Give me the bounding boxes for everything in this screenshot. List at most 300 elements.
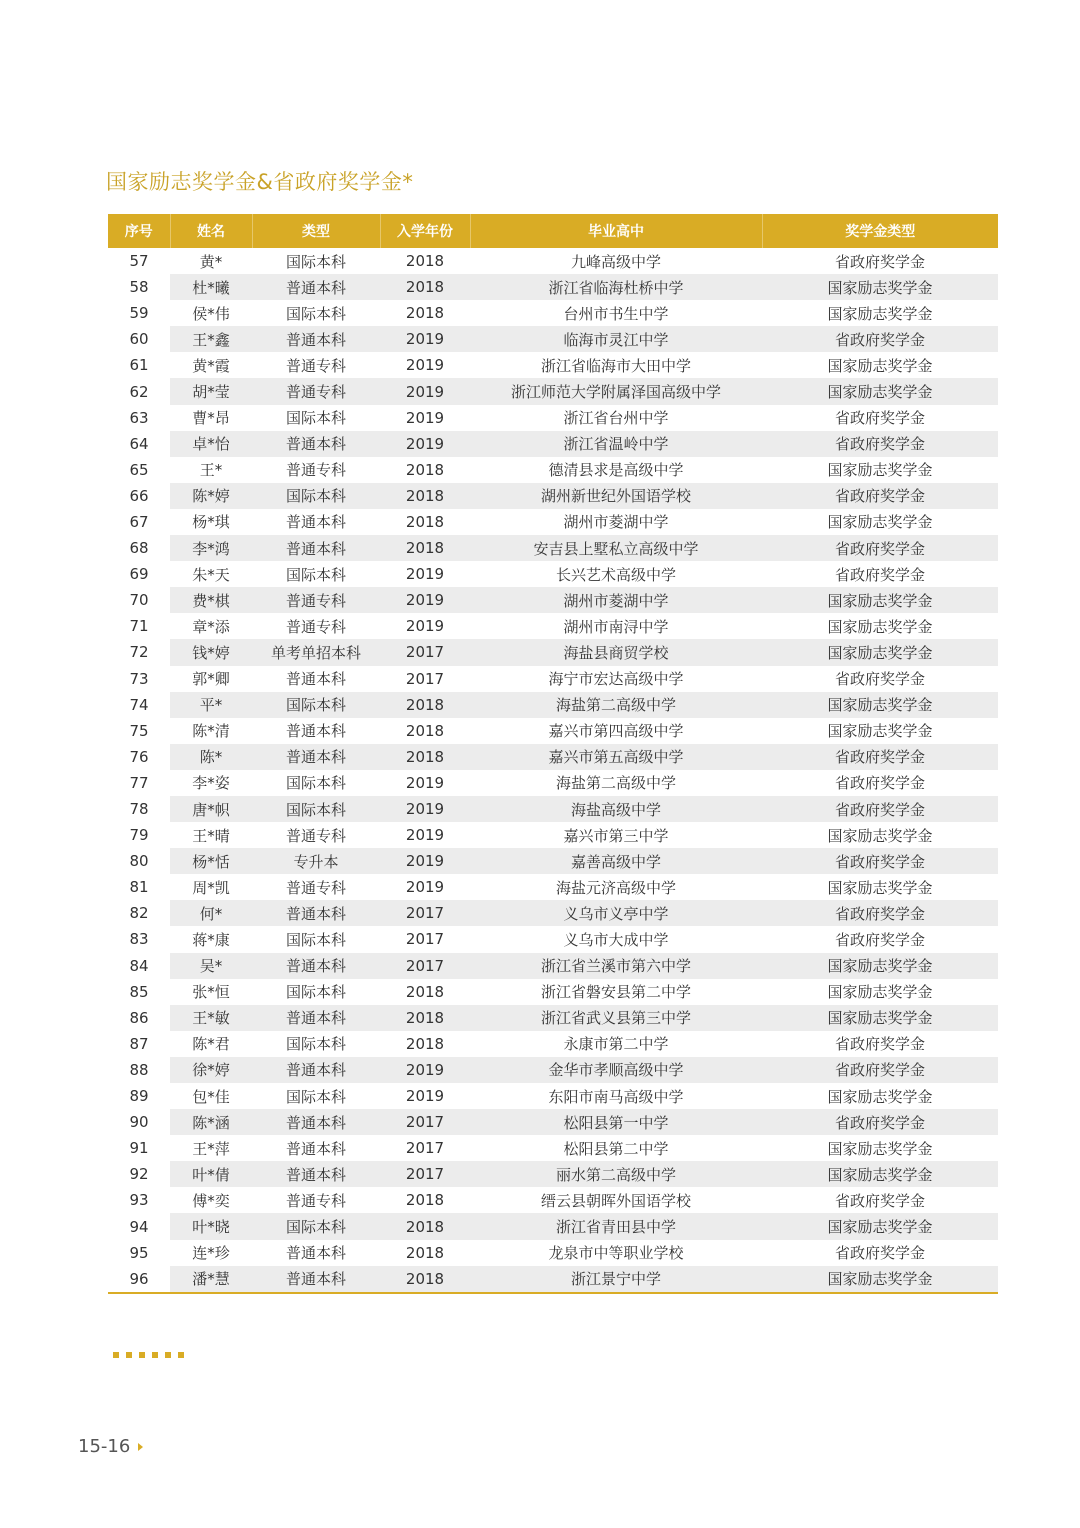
cell-name: 王*敏 — [170, 1005, 252, 1031]
cell-year: 2018 — [405, 1034, 445, 1053]
cell-school: 安吉县上墅私立高级中学 — [470, 535, 762, 561]
cell-type: 普通本科 — [252, 953, 380, 979]
cell-type: 国际本科 — [285, 983, 346, 1002]
cell-scholarship: 省政府奖学金 — [762, 431, 998, 457]
table-row — [108, 1266, 998, 1293]
cell-year: 2018 — [380, 535, 470, 561]
cell-year: 2018 — [380, 1213, 470, 1239]
cell-scholarship: 国家励志奖学金 — [827, 722, 933, 741]
cell-type: 普通本科 — [252, 326, 380, 352]
column-header-school: 毕业高中 — [470, 214, 762, 248]
cell-name: 陈*涵 — [170, 1109, 252, 1135]
cell-type: 普通专科 — [252, 378, 380, 404]
cell-scholarship: 国家励志奖学金 — [762, 378, 998, 404]
cell-type: 单考单招本科 — [252, 639, 380, 665]
cell-school: 东阳市南马高级中学 — [548, 1087, 684, 1106]
cell-name: 李*鸿 — [170, 535, 252, 561]
cell-scholarship: 省政府奖学金 — [834, 409, 925, 428]
cell-name: 何* — [170, 900, 252, 926]
cell-type: 普通专科 — [285, 1191, 346, 1210]
cell-name: 李*姿 — [192, 774, 230, 793]
cell-year: 2017 — [405, 669, 445, 688]
cell-index: 82 — [108, 900, 170, 926]
scholarship-table — [108, 214, 998, 1294]
dot — [126, 1352, 132, 1358]
cell-year: 2018 — [380, 1005, 470, 1031]
cell-type: 普通专科 — [252, 587, 380, 613]
dot — [152, 1352, 158, 1358]
cell-index: 95 — [108, 1240, 170, 1266]
dot — [139, 1352, 145, 1358]
cell-year: 2018 — [380, 1266, 470, 1293]
cell-type: 国际本科 — [252, 692, 380, 718]
cell-year: 2018 — [405, 460, 445, 479]
cell-name: 陈*君 — [192, 1035, 230, 1054]
cell-year: 2018 — [380, 274, 470, 300]
cell-scholarship: 省政府奖学金 — [762, 900, 998, 926]
cell-type: 普通本科 — [252, 1161, 380, 1187]
cell-index: 93 — [108, 1187, 170, 1213]
cell-scholarship: 国家励志奖学金 — [827, 1139, 933, 1158]
cell-year: 2019 — [380, 431, 470, 457]
cell-school: 浙江师范大学附属泽国高级中学 — [470, 378, 762, 404]
cell-type: 普通本科 — [252, 431, 380, 457]
cell-name: 叶*倩 — [170, 1161, 252, 1187]
cell-type: 国际本科 — [285, 1035, 346, 1054]
table-row — [108, 248, 998, 274]
cell-index: 65 — [108, 457, 170, 483]
cell-school: 海宁市宏达高级中学 — [548, 670, 684, 689]
cell-scholarship: 省政府奖学金 — [834, 1191, 925, 1210]
cell-year: 2017 — [380, 639, 470, 665]
cell-name: 唐*帜 — [170, 796, 252, 822]
header-row — [108, 214, 998, 248]
table-row — [108, 300, 998, 326]
cell-index: 64 — [108, 431, 170, 457]
cell-year: 2019 — [380, 378, 470, 404]
column-header-year: 入学年份 — [380, 214, 470, 248]
cell-school: 义乌市义亭中学 — [470, 900, 762, 926]
cell-school: 九峰高级中学 — [570, 252, 661, 271]
cell-scholarship: 省政府奖学金 — [762, 483, 998, 509]
table-row — [108, 1161, 998, 1187]
cell-index: 70 — [108, 587, 170, 613]
cell-school: 海盐第二高级中学 — [470, 692, 762, 718]
table-row — [108, 457, 998, 483]
cell-year: 2017 — [405, 930, 445, 949]
cell-school: 浙江省磐安县第二中学 — [540, 983, 691, 1002]
arrow-right-icon — [138, 1443, 143, 1451]
cell-name: 钱*婷 — [170, 639, 252, 665]
cell-scholarship: 国家励志奖学金 — [827, 617, 933, 636]
cell-year: 2019 — [380, 587, 470, 613]
cell-school: 浙江省温岭中学 — [470, 431, 762, 457]
cell-scholarship: 国家励志奖学金 — [762, 639, 998, 665]
table-row — [108, 744, 998, 770]
cell-scholarship: 省政府奖学金 — [762, 1109, 998, 1135]
cell-index: 69 — [108, 561, 170, 587]
cell-name: 傅*奕 — [192, 1191, 230, 1210]
cell-type: 国际本科 — [285, 1087, 346, 1106]
cell-index: 66 — [108, 483, 170, 509]
cell-scholarship: 省政府奖学金 — [762, 1057, 998, 1083]
cell-scholarship: 国家励志奖学金 — [762, 953, 998, 979]
cell-school: 浙江景宁中学 — [470, 1266, 762, 1293]
cell-scholarship: 省政府奖学金 — [834, 774, 925, 793]
cell-type: 普通本科 — [252, 1266, 380, 1293]
cell-index: 57 — [108, 248, 170, 274]
cell-name: 叶*晓 — [170, 1213, 252, 1239]
cell-name: 黄* — [199, 252, 223, 271]
table-row — [108, 352, 998, 378]
cell-name: 周*凯 — [192, 878, 230, 897]
cell-scholarship: 国家励志奖学金 — [762, 1161, 998, 1187]
cell-year: 2018 — [380, 483, 470, 509]
table-row — [108, 483, 998, 509]
column-header-scholarship: 奖学金类型 — [762, 214, 998, 248]
cell-year: 2018 — [405, 1243, 445, 1262]
cell-school: 浙江省台州中学 — [563, 409, 669, 428]
cell-type: 普通本科 — [252, 1109, 380, 1135]
cell-index: 91 — [108, 1135, 170, 1161]
cell-school: 台州市书生中学 — [563, 304, 669, 323]
cell-school: 海盐元济高级中学 — [555, 878, 676, 897]
cell-school: 湖州市菱湖中学 — [470, 587, 762, 613]
cell-index: 87 — [108, 1031, 170, 1057]
cell-year: 2019 — [405, 565, 445, 584]
cell-year: 2018 — [380, 744, 470, 770]
cell-name: 潘*慧 — [170, 1266, 252, 1293]
table-row — [108, 1240, 998, 1266]
cell-index: 84 — [108, 953, 170, 979]
column-header-name: 姓名 — [170, 214, 252, 248]
cell-type: 普通本科 — [285, 670, 346, 689]
cell-scholarship: 国家励志奖学金 — [827, 826, 933, 845]
table-row — [108, 1031, 998, 1057]
cell-index: 68 — [108, 535, 170, 561]
cell-index: 71 — [108, 613, 170, 639]
cell-name: 包*佳 — [192, 1087, 230, 1106]
cell-school: 松阳县第二中学 — [563, 1139, 669, 1158]
cell-scholarship: 国家励志奖学金 — [762, 692, 998, 718]
cell-type: 国际本科 — [252, 483, 380, 509]
page-number-text: 15-16 — [78, 1436, 131, 1457]
cell-index: 61 — [108, 352, 170, 378]
table-row — [108, 1057, 998, 1083]
cell-type: 普通本科 — [252, 900, 380, 926]
cell-school: 嘉善高级中学 — [470, 848, 762, 874]
cell-scholarship: 省政府奖学金 — [834, 930, 925, 949]
table-body — [108, 248, 998, 1293]
cell-school: 嘉兴市第三中学 — [563, 826, 669, 845]
cell-type: 普通专科 — [285, 461, 346, 480]
cell-name: 王*萍 — [192, 1139, 230, 1158]
cell-type: 普通专科 — [285, 356, 346, 375]
cell-year: 2019 — [380, 326, 470, 352]
cell-index: 90 — [108, 1109, 170, 1135]
cell-year: 2019 — [405, 1087, 445, 1106]
cell-type: 普通本科 — [285, 1244, 346, 1263]
cell-name: 杨*恬 — [170, 848, 252, 874]
cell-school: 长兴艺术高级中学 — [555, 565, 676, 584]
cell-scholarship: 国家励志奖学金 — [827, 513, 933, 532]
cell-scholarship: 国家励志奖学金 — [762, 1213, 998, 1239]
table-row — [108, 1213, 998, 1239]
cell-type: 国际本科 — [252, 796, 380, 822]
cell-school: 浙江省兰溪市第六中学 — [470, 953, 762, 979]
cell-name: 陈*清 — [192, 722, 230, 741]
dot — [165, 1352, 171, 1358]
cell-type: 国际本科 — [285, 565, 346, 584]
cell-school: 义乌市大成中学 — [563, 930, 669, 949]
cell-type: 国际本科 — [252, 1213, 380, 1239]
cell-scholarship: 省政府奖学金 — [834, 1244, 925, 1263]
dot — [113, 1352, 119, 1358]
cell-index: 78 — [108, 796, 170, 822]
cell-name: 王*鑫 — [170, 326, 252, 352]
cell-name: 王*晴 — [192, 826, 230, 845]
cell-index: 79 — [108, 822, 170, 848]
cell-scholarship: 国家励志奖学金 — [827, 983, 933, 1002]
cell-type: 国际本科 — [285, 252, 346, 271]
cell-scholarship: 国家励志奖学金 — [762, 1005, 998, 1031]
cell-index: 67 — [108, 509, 170, 535]
decorative-dots — [113, 1352, 184, 1358]
cell-index: 89 — [108, 1083, 170, 1109]
cell-name: 胡*莹 — [170, 378, 252, 404]
cell-index: 58 — [108, 274, 170, 300]
cell-year: 2017 — [380, 953, 470, 979]
cell-index: 96 — [108, 1266, 170, 1293]
cell-school: 湖州市南浔中学 — [563, 617, 669, 636]
table-header — [108, 214, 998, 248]
cell-name: 陈* — [170, 744, 252, 770]
cell-year: 2019 — [405, 617, 445, 636]
cell-school: 丽水第二高级中学 — [470, 1161, 762, 1187]
cell-type: 普通本科 — [252, 1005, 380, 1031]
cell-scholarship: 省政府奖学金 — [834, 252, 925, 271]
cell-school: 德清县求是高级中学 — [548, 461, 684, 480]
cell-school: 金华市孝顺高级中学 — [470, 1057, 762, 1083]
cell-type: 国际本科 — [285, 409, 346, 428]
table-row — [108, 796, 998, 822]
cell-index: 62 — [108, 378, 170, 404]
cell-type: 普通本科 — [285, 722, 346, 741]
cell-school: 临海市灵江中学 — [470, 326, 762, 352]
cell-name: 陈*婷 — [170, 483, 252, 509]
cell-year: 2017 — [380, 900, 470, 926]
cell-scholarship: 省政府奖学金 — [762, 796, 998, 822]
table-row — [108, 378, 998, 404]
cell-name: 徐*婷 — [170, 1057, 252, 1083]
table-row — [108, 587, 998, 613]
cell-index: 88 — [108, 1057, 170, 1083]
cell-school: 嘉兴市第五高级中学 — [470, 744, 762, 770]
table-row — [108, 822, 998, 848]
cell-year: 2018 — [405, 512, 445, 531]
cell-type: 普通专科 — [285, 878, 346, 897]
cell-name: 黄*霞 — [192, 356, 230, 375]
cell-year: 2018 — [405, 304, 445, 323]
table-row — [108, 561, 998, 587]
cell-school: 浙江省临海杜桥中学 — [470, 274, 762, 300]
cell-year: 2017 — [405, 1139, 445, 1158]
cell-index: 94 — [108, 1213, 170, 1239]
cell-school: 缙云县朝晖外国语学校 — [540, 1191, 691, 1210]
cell-index: 80 — [108, 848, 170, 874]
cell-index: 92 — [108, 1161, 170, 1187]
cell-name: 王* — [199, 461, 223, 480]
cell-school: 龙泉市中等职业学校 — [548, 1244, 684, 1263]
cell-school: 浙江省武义县第三中学 — [470, 1005, 762, 1031]
table-row — [108, 666, 998, 692]
cell-index: 60 — [108, 326, 170, 352]
page-title: 国家励志奖学金&省政府奖学金* — [106, 170, 414, 194]
table-row — [108, 639, 998, 665]
cell-scholarship: 省政府奖学金 — [762, 744, 998, 770]
cell-year: 2018 — [405, 982, 445, 1001]
table-row — [108, 1083, 998, 1109]
cell-year: 2019 — [405, 356, 445, 375]
cell-index: 85 — [108, 979, 170, 1005]
cell-index: 83 — [108, 926, 170, 952]
cell-name: 蒋*康 — [192, 930, 230, 949]
cell-scholarship: 国家励志奖学金 — [827, 878, 933, 897]
table-row — [108, 979, 998, 1005]
table-row — [108, 900, 998, 926]
table-row — [108, 326, 998, 352]
cell-name: 章*添 — [192, 617, 230, 636]
cell-type: 普通专科 — [285, 617, 346, 636]
table-row — [108, 692, 998, 718]
cell-year: 2019 — [380, 848, 470, 874]
table-row — [108, 1187, 998, 1213]
cell-scholarship: 国家励志奖学金 — [827, 356, 933, 375]
cell-scholarship: 省政府奖学金 — [834, 1035, 925, 1054]
cell-school: 海盐第二高级中学 — [555, 774, 676, 793]
cell-school: 嘉兴市第四高级中学 — [548, 722, 684, 741]
table-row — [108, 953, 998, 979]
cell-school: 浙江省临海市大田中学 — [540, 356, 691, 375]
cell-year: 2019 — [405, 878, 445, 897]
dot — [178, 1352, 184, 1358]
cell-index: 77 — [108, 770, 170, 796]
cell-scholarship: 省政府奖学金 — [762, 326, 998, 352]
cell-school: 浙江省青田县中学 — [470, 1213, 762, 1239]
cell-type: 专升本 — [252, 848, 380, 874]
cell-year: 2018 — [380, 692, 470, 718]
table-row — [108, 431, 998, 457]
column-header-type: 类型 — [252, 214, 380, 248]
cell-scholarship: 国家励志奖学金 — [762, 1266, 998, 1293]
cell-school: 永康市第二中学 — [563, 1035, 669, 1054]
cell-year: 2019 — [405, 408, 445, 427]
cell-year: 2018 — [405, 1191, 445, 1210]
cell-name: 曹*昂 — [192, 409, 230, 428]
page-number — [78, 1436, 143, 1457]
cell-year: 2018 — [405, 252, 445, 271]
cell-index: 74 — [108, 692, 170, 718]
cell-year: 2019 — [380, 796, 470, 822]
cell-name: 费*棋 — [170, 587, 252, 613]
cell-name: 郭*卿 — [192, 670, 230, 689]
cell-type: 国际本科 — [285, 930, 346, 949]
cell-scholarship: 国家励志奖学金 — [827, 1087, 933, 1106]
cell-type: 普通本科 — [285, 513, 346, 532]
cell-year: 2017 — [380, 1161, 470, 1187]
table-row — [108, 770, 998, 796]
cell-year: 2019 — [380, 1057, 470, 1083]
table-row — [108, 405, 998, 431]
table-row — [108, 1005, 998, 1031]
cell-school: 海盐高级中学 — [470, 796, 762, 822]
table-row — [108, 613, 998, 639]
cell-type: 普通本科 — [252, 274, 380, 300]
cell-scholarship: 国家励志奖学金 — [762, 274, 998, 300]
cell-name: 吴* — [170, 953, 252, 979]
cell-scholarship: 国家励志奖学金 — [827, 304, 933, 323]
cell-name: 侯*伟 — [192, 304, 230, 323]
cell-school: 海盐县商贸学校 — [470, 639, 762, 665]
cell-index: 76 — [108, 744, 170, 770]
cell-name: 平* — [170, 692, 252, 718]
cell-name: 杜*曦 — [170, 274, 252, 300]
table-row — [108, 718, 998, 744]
cell-index: 75 — [108, 718, 170, 744]
cell-type: 国际本科 — [285, 774, 346, 793]
cell-type: 普通专科 — [285, 826, 346, 845]
cell-scholarship: 省政府奖学金 — [762, 535, 998, 561]
cell-name: 朱*天 — [192, 565, 230, 584]
cell-type: 普通本科 — [252, 535, 380, 561]
table-row — [108, 274, 998, 300]
cell-scholarship: 国家励志奖学金 — [762, 587, 998, 613]
cell-year: 2017 — [380, 1109, 470, 1135]
table-row — [108, 926, 998, 952]
cell-school: 松阳县第一中学 — [470, 1109, 762, 1135]
cell-name: 连*珍 — [192, 1244, 230, 1263]
cell-name: 杨*琪 — [192, 513, 230, 532]
cell-scholarship: 国家励志奖学金 — [827, 461, 933, 480]
cell-index: 63 — [108, 405, 170, 431]
cell-name: 卓*怡 — [170, 431, 252, 457]
cell-type: 普通本科 — [252, 1057, 380, 1083]
cell-type: 普通本科 — [252, 744, 380, 770]
table-row — [108, 535, 998, 561]
cell-year: 2019 — [405, 773, 445, 792]
cell-type: 国际本科 — [285, 304, 346, 323]
table-row — [108, 1135, 998, 1161]
cell-scholarship: 省政府奖学金 — [834, 565, 925, 584]
cell-index: 72 — [108, 639, 170, 665]
table-row — [108, 1109, 998, 1135]
table-row — [108, 848, 998, 874]
cell-name: 张*恒 — [192, 983, 230, 1002]
cell-index: 81 — [108, 874, 170, 900]
cell-year: 2019 — [405, 826, 445, 845]
cell-scholarship: 省政府奖学金 — [762, 848, 998, 874]
cell-school: 湖州新世纪外国语学校 — [470, 483, 762, 509]
cell-index: 86 — [108, 1005, 170, 1031]
cell-index: 73 — [108, 666, 170, 692]
cell-scholarship: 省政府奖学金 — [834, 670, 925, 689]
cell-school: 湖州市菱湖中学 — [563, 513, 669, 532]
cell-type: 普通本科 — [285, 1139, 346, 1158]
cell-index: 59 — [108, 300, 170, 326]
table-row — [108, 509, 998, 535]
column-header-index: 序号 — [108, 214, 170, 248]
cell-year: 2018 — [405, 721, 445, 740]
